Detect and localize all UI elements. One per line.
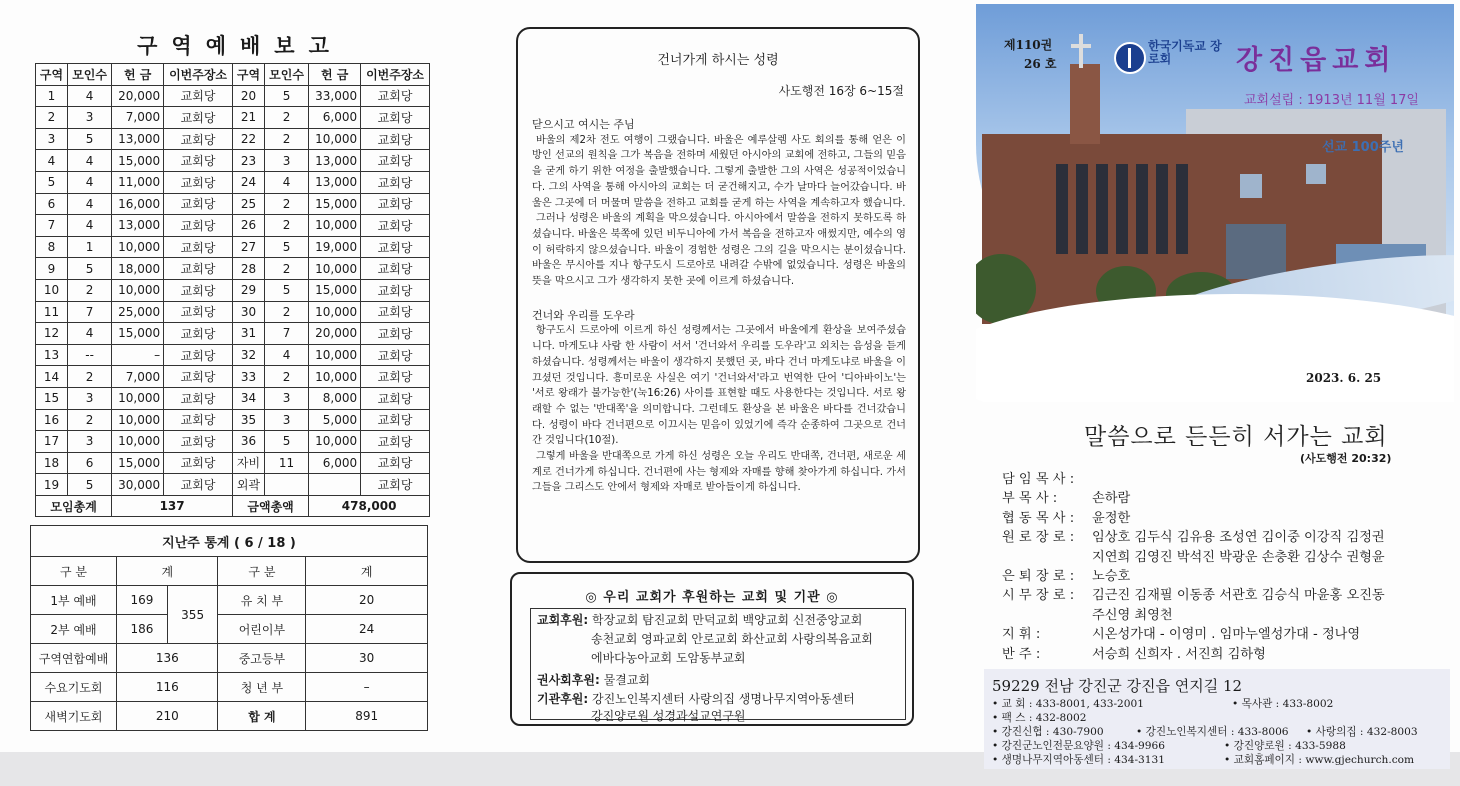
table-cell: 교회당 <box>361 301 430 323</box>
fax-number: • 팩 스 : 432-8002 <box>992 712 1087 724</box>
table-cell: 7,000 <box>112 366 164 388</box>
staff-role: 은 퇴 장 로 : <box>1002 568 1075 584</box>
table-cell: 교회당 <box>361 258 430 280</box>
church-motto: 말씀으로 든든히 서가는 교회 <box>1084 424 1388 450</box>
stat-label: 구역연합예배 <box>31 644 117 673</box>
table-cell: 3 <box>36 128 68 150</box>
table-cell: 19 <box>36 474 68 496</box>
stat-value: 186 <box>117 615 168 644</box>
table-cell: 교회당 <box>361 366 430 388</box>
table-cell: 4 <box>67 85 111 107</box>
table-cell: 교회당 <box>164 150 233 172</box>
stat-label: 유 치 부 <box>218 586 306 615</box>
table-cell: 7 <box>67 301 111 323</box>
established-date: 교회설립 : 1913년 11월 17일 <box>1244 93 1419 108</box>
table-cell: 2 <box>264 258 308 280</box>
staff-names: 김근진 김재필 이동종 서관호 김승식 마윤홍 오진동 <box>1092 588 1385 604</box>
table-cell: 18 <box>36 452 68 474</box>
table-cell: 2 <box>36 107 68 129</box>
table-cell: 3 <box>67 387 111 409</box>
table-cell: 5 <box>264 279 308 301</box>
table-cell: 13,000 <box>112 215 164 237</box>
col-header: 헌 금 <box>112 64 164 86</box>
stat-label: 수요기도회 <box>31 673 117 702</box>
table-cell: 4 <box>67 323 111 345</box>
table-cell: 5 <box>67 474 111 496</box>
table-cell: 교회당 <box>361 387 430 409</box>
stats-caption: 지난주 통계 ( 6 / 18 ) <box>31 526 428 557</box>
table-cell: 32 <box>232 344 264 366</box>
table-cell: 교회당 <box>361 279 430 301</box>
table-cell: 3 <box>264 409 308 431</box>
table-cell <box>309 474 361 496</box>
staff-names: 윤정한 <box>1092 510 1131 526</box>
table-cell: 10,000 <box>112 431 164 453</box>
table-cell: 2 <box>264 193 308 215</box>
table-cell: 교회당 <box>164 323 233 345</box>
table-cell: 36 <box>232 431 264 453</box>
table-cell: 교회당 <box>164 366 233 388</box>
district-report-title: 구역예배보고 <box>137 33 343 58</box>
support-label: 기관후원: <box>537 692 589 706</box>
table-cell: 33 <box>232 366 264 388</box>
table-cell: 15,000 <box>112 452 164 474</box>
table-cell: 10,000 <box>309 128 361 150</box>
issue-number: 26 호 <box>1024 57 1057 71</box>
table-cell: 5 <box>264 431 308 453</box>
phone-pastor: • 목사관 : 433-8002 <box>1232 698 1334 710</box>
table-cell: 7 <box>36 215 68 237</box>
table-cell: 7,000 <box>112 107 164 129</box>
table-cell: 교회당 <box>164 279 233 301</box>
table-cell: 15 <box>36 387 68 409</box>
table-row <box>36 452 430 474</box>
table-row <box>36 279 430 301</box>
table-cell: 10,000 <box>309 431 361 453</box>
table-cell: 1 <box>67 236 111 258</box>
church-address: 59229 전남 강진군 강진읍 연지길 12 <box>992 677 1243 695</box>
stat-value: 24 <box>306 615 428 644</box>
table-cell: 3 <box>67 431 111 453</box>
table-cell: 10,000 <box>309 301 361 323</box>
table-cell: 교회당 <box>164 193 233 215</box>
table-cell: 2 <box>67 366 111 388</box>
table-cell: 교회당 <box>361 409 430 431</box>
table-cell: 교회당 <box>361 107 430 129</box>
table-row <box>36 258 430 280</box>
col-header: 계 <box>306 557 428 586</box>
support-value: 물결교회 <box>603 673 650 687</box>
table-cell: 6 <box>67 452 111 474</box>
stat-label: 새벽기도회 <box>31 702 117 731</box>
table-row <box>36 474 430 496</box>
table-cell: 교회당 <box>361 171 430 193</box>
table-cell: 교회당 <box>361 236 430 258</box>
phone-elder-home: • 강진양로원 : 433-5988 <box>1224 740 1346 752</box>
contact-box <box>984 669 1450 769</box>
table-cell: 교회당 <box>361 215 430 237</box>
table-cell: 15,000 <box>309 279 361 301</box>
table-cell: 6 <box>36 193 68 215</box>
table-cell: 교회당 <box>164 128 233 150</box>
table-cell: 31 <box>232 323 264 345</box>
col-header: 구역 <box>232 64 264 86</box>
table-cell: 교회당 <box>361 474 430 496</box>
table-cell: 3 <box>264 387 308 409</box>
table-cell: 14 <box>36 366 68 388</box>
staff-role: 협 동 목 사 : <box>1002 510 1075 526</box>
staff-names: 임상호 김두식 김유용 조성연 김이중 이강직 김정권 <box>1092 530 1385 546</box>
staff-role: 시 무 장 로 : <box>1002 588 1075 604</box>
table-cell: 교회당 <box>164 85 233 107</box>
col-header: 구역 <box>36 64 68 86</box>
staff-names: 서승희 신희자 . 서진희 김하형 <box>1092 646 1266 662</box>
table-cell: 10 <box>36 279 68 301</box>
table-cell: 2 <box>264 215 308 237</box>
table-cell: 교회당 <box>361 150 430 172</box>
table-cell: 4 <box>67 171 111 193</box>
table-cell: 25,000 <box>112 301 164 323</box>
table-cell: 2 <box>67 279 111 301</box>
table-cell: 16,000 <box>112 193 164 215</box>
table-row <box>36 387 430 409</box>
table-cell: 10,000 <box>309 344 361 366</box>
table-cell: 교회당 <box>164 387 233 409</box>
table-cell: 교회당 <box>361 452 430 474</box>
stat-value: 116 <box>117 673 218 702</box>
col-header: 계 <box>117 557 218 586</box>
table-cell: 10,000 <box>309 215 361 237</box>
stat-value: – <box>306 673 428 702</box>
volume-label: 제110권 <box>1004 38 1053 52</box>
table-cell: 교회당 <box>361 193 430 215</box>
col-header: 이번주장소 <box>164 64 233 86</box>
table-header-row <box>36 64 430 86</box>
col-header: 이번주장소 <box>361 64 430 86</box>
table-cell: 22 <box>232 128 264 150</box>
table-cell: 4 <box>264 171 308 193</box>
support-value: 학장교회 탐진교회 만덕교회 백양교회 신전중앙교회 <box>592 613 863 627</box>
table-cell: 6,000 <box>309 107 361 129</box>
table-cell: 15,000 <box>309 193 361 215</box>
staff-names: 시온성가대 - 이영미 . 임마누엘성가대 - 정나영 <box>1092 627 1361 643</box>
bulletin-date: 2023. 6. 25 <box>1306 371 1382 385</box>
table-cell: 8 <box>36 236 68 258</box>
staff-role: 담 임 목 사 : <box>1002 472 1075 487</box>
table-row <box>36 409 430 431</box>
sermon-heading: 건너와 우리를 도우라 <box>532 308 635 322</box>
sermon-heading: 닫으시고 여시는 주님 <box>532 118 635 131</box>
table-cell: 13 <box>36 344 68 366</box>
table-cell: 교회당 <box>164 344 233 366</box>
col-header: 구 분 <box>31 557 117 586</box>
mission-sign: 선교 100주년 <box>1322 140 1404 155</box>
sum-value: 478,000 <box>309 495 430 517</box>
table-row <box>36 85 430 107</box>
table-cell: 20,000 <box>112 85 164 107</box>
staff-role: 원 로 장 로 : <box>1002 530 1075 546</box>
sermon-paragraph: 그렇게 바울을 반대쪽으로 가게 하신 성령은 오늘 우리도 반대쪽, 건너편, 새로운 세계로 건너가게 하십니다. 건너편에 사는 형제와 자매를 향해 찾아가게 하십니다. 가서 그들을 그리스도 안에서 형제와 자매로 받아들이게 하십니다. <box>532 451 906 494</box>
total-count: 137 <box>112 495 233 517</box>
table-cell <box>264 474 308 496</box>
staff-names: 지연희 김영진 박석진 박광운 손충환 김상수 권형윤 <box>1092 549 1385 565</box>
stat-label: 청 년 부 <box>218 673 306 702</box>
table-cell: 21 <box>232 107 264 129</box>
table-cell: 교회당 <box>164 431 233 453</box>
stat-label: 2부 예배 <box>31 615 117 644</box>
table-cell: 5 <box>264 236 308 258</box>
table-cell: 1 <box>36 85 68 107</box>
total-row <box>36 495 430 517</box>
table-row <box>36 236 430 258</box>
weekly-stats-table <box>30 525 428 731</box>
table-cell: 교회당 <box>361 431 430 453</box>
table-cell: 9 <box>36 258 68 280</box>
col-header: 모인수 <box>67 64 111 86</box>
stat-value: 30 <box>306 644 428 673</box>
table-cell: 33,000 <box>309 85 361 107</box>
stat-value: 169 <box>117 586 168 615</box>
table-cell: 3 <box>264 150 308 172</box>
table-cell: 13,000 <box>309 171 361 193</box>
table-cell: 7 <box>264 323 308 345</box>
stat-value: 210 <box>117 702 218 731</box>
table-row <box>36 215 430 237</box>
church-name: 강진읍교회 <box>1236 45 1397 76</box>
table-cell: 11 <box>36 301 68 323</box>
table-row <box>36 150 430 172</box>
table-cell: 교회당 <box>361 323 430 345</box>
phone-child-center: • 생명나무지역아동센터 : 434-3131 <box>992 754 1166 766</box>
denomination: 한국기독교 장로회 <box>1148 39 1222 66</box>
table-cell: – <box>112 344 164 366</box>
sermon-box <box>516 27 920 563</box>
table-cell: 교회당 <box>164 409 233 431</box>
table-cell: 외곽 <box>232 474 264 496</box>
table-cell: 교회당 <box>164 258 233 280</box>
table-cell: 교회당 <box>361 85 430 107</box>
table-cell: 교회당 <box>164 107 233 129</box>
table-cell: 10,000 <box>309 366 361 388</box>
sermon-paragraph: 바울의 제2차 전도 여행이 그랬습니다. 바울은 예루살렘 사도 회의를 통해 얻은 이방인 선교의 원칙을 그가 복음을 전하며 세웠던 아시아의 교회에 전하고, 그들의 믿음을 굳게 하기 위한 여정을 출발했습니다. 그렇게 출발한 그의 사역은 성공적이었습니다. 그의 사역을 통해 아시아의 교회는 더 굳건해지고, 수가 날마다 늘어갔습니다. 바울은 그곳에 더 머물며 말씀을 전하고 교회를 굳게 하는 사역을 계속하고자 했습니다. <box>532 134 906 209</box>
table-cell: 35 <box>232 409 264 431</box>
table-row <box>36 344 430 366</box>
support-label: 교회후원: <box>537 613 589 627</box>
table-row <box>36 128 430 150</box>
stat-label: 합 계 <box>218 702 306 731</box>
support-value: 에바다농아교회 도암동부교회 <box>591 651 746 665</box>
table-cell: 교회당 <box>164 474 233 496</box>
sermon-paragraph: 항구도시 드로아에 이르게 하신 성령께서는 그곳에서 바울에게 환상을 보여주셨습니다. 마게도냐 사람 한 사람이 서서 '건너와서 우리를 도우라'고 외치는 음성을 듣게 하셨습니다. 성령께서는 바울이 생각하지 못했던 곳, 바다 건너 마게도냐로 바울을 이끄셨던 것입니다. 흥미로운 사실은 여기 '건너와서'라고 번역한 단어 '디아바이노'는 '서로 왕래가 불가능한'(눅16:26) 사이를 표현할 때도 사용한다는 것입니다. 서로 왕래할 수 없는 '반대쪽'을 의미합니다. 그런데도 환상을 본 바울은 바다를 건너갔습니다. 성령이 바다 건너편으로 이끄시는 믿음이 있었기에 즉각 순종하여 그곳으로 건너간 것입니다(10절). <box>532 325 906 447</box>
support-value: 송천교회 영파교회 안로교회 화산교회 사랑의복음교회 <box>591 632 873 646</box>
table-row <box>36 107 430 129</box>
table-cell: 15,000 <box>112 150 164 172</box>
support-list <box>530 608 906 723</box>
table-cell: 2 <box>67 409 111 431</box>
table-row <box>36 431 430 453</box>
table-cell: 10,000 <box>112 279 164 301</box>
table-cell: 교회당 <box>164 171 233 193</box>
table-cell: 30,000 <box>112 474 164 496</box>
table-cell: 4 <box>264 344 308 366</box>
table-cell: 16 <box>36 409 68 431</box>
table-cell: 5 <box>36 171 68 193</box>
sermon-paragraph: 그러나 성령은 바울의 계획을 막으셨습니다. 아시아에서 말씀을 전하지 못하도록 하셨습니다. 바울은 북쪽에 있던 비두니아에 가서 복음을 전하고자 애썼지만, 예수의 영이 허락하지 않으셨습니다. 바울이 경험한 성령은 그의 길을 막으시는 분이셨습니다. 바울은 무시아를 지나 항구도시 드로아로 내려갈 수밖에 없었습니다. 성령은 바울의 뜻을 막으시고 그가 생각하지 못한 곳에 이르게 하셨습니다. <box>532 213 906 288</box>
table-cell: -- <box>67 344 111 366</box>
stat-label: 1부 예배 <box>31 586 117 615</box>
stat-label: 어린이부 <box>218 615 306 644</box>
homepage-link[interactable]: • 교회홈페이지 : www.gjechurch.com <box>1224 754 1415 766</box>
table-cell: 2 <box>264 128 308 150</box>
stat-value: 20 <box>306 586 428 615</box>
table-row <box>36 171 430 193</box>
table-cell: 교회당 <box>164 452 233 474</box>
table-row <box>36 366 430 388</box>
phone-credit-union: • 강진신협 : 430-7900 <box>992 726 1104 738</box>
table-cell: 34 <box>232 387 264 409</box>
phone-love-house: • 사랑의집 : 432-8003 <box>1306 726 1418 738</box>
support-box <box>510 572 914 726</box>
table-cell: 5 <box>264 85 308 107</box>
stat-sum: 355 <box>167 586 218 644</box>
table-cell: 18,000 <box>112 258 164 280</box>
staff-role: 지 휘 : <box>1002 627 1041 643</box>
table-cell: 17 <box>36 431 68 453</box>
table-cell: 8,000 <box>309 387 361 409</box>
table-cell: 4 <box>67 215 111 237</box>
table-cell: 11,000 <box>112 171 164 193</box>
table-cell: 5 <box>67 128 111 150</box>
col-header: 모인수 <box>264 64 308 86</box>
table-row <box>36 323 430 345</box>
table-cell: 10,000 <box>112 236 164 258</box>
phone-welfare: • 강진노인복지센터 : 433-8006 <box>1136 726 1289 738</box>
support-value: 강진양로원 성경과설교연구원 <box>591 709 746 723</box>
col-header: 헌 금 <box>309 64 361 86</box>
staff-names: 손하람 <box>1092 491 1131 507</box>
table-cell: 13,000 <box>112 128 164 150</box>
sermon-reference: 사도행전 16장 6~15절 <box>778 84 904 98</box>
table-cell: 2 <box>264 301 308 323</box>
table-cell: 교회당 <box>164 301 233 323</box>
district-report-table <box>35 63 430 517</box>
table-cell: 25 <box>232 193 264 215</box>
stat-label: 중고등부 <box>218 644 306 673</box>
table-cell: 20 <box>232 85 264 107</box>
table-cell: 10,000 <box>112 409 164 431</box>
table-cell: 29 <box>232 279 264 301</box>
staff-role: 부 목 사 : <box>1002 491 1058 507</box>
table-cell: 20,000 <box>309 323 361 345</box>
table-cell: 13,000 <box>309 150 361 172</box>
staff-role: 반 주 : <box>1002 646 1041 662</box>
table-cell: 6,000 <box>309 452 361 474</box>
table-cell: 4 <box>67 150 111 172</box>
table-cell: 4 <box>67 193 111 215</box>
support-value: 강진노인복지센터 사랑의집 생명나무지역아동센터 <box>592 692 855 706</box>
stat-value: 891 <box>306 702 428 731</box>
church-logo-icon <box>1114 42 1146 74</box>
table-cell: 자비 <box>232 452 264 474</box>
table-cell: 교회당 <box>164 215 233 237</box>
table-row <box>36 301 430 323</box>
table-cell: 11 <box>264 452 308 474</box>
table-cell: 교회당 <box>361 128 430 150</box>
district-rows <box>36 85 430 495</box>
phone-nursing: • 강진군노인전문요양원 : 434-9966 <box>992 740 1166 752</box>
table-cell: 10,000 <box>309 258 361 280</box>
table-row <box>36 193 430 215</box>
cross-icon <box>1079 34 1083 68</box>
phone-church: • 교 회 : 433-8001, 433-2001 <box>992 698 1145 710</box>
table-cell: 2 <box>264 107 308 129</box>
table-cell: 23 <box>232 150 264 172</box>
sermon-body <box>532 115 906 496</box>
col-header: 구 분 <box>218 557 306 586</box>
table-cell: 10,000 <box>112 387 164 409</box>
table-cell: 28 <box>232 258 264 280</box>
table-cell: 5,000 <box>309 409 361 431</box>
table-cell: 24 <box>232 171 264 193</box>
staff-names: 주신영 최영천 <box>1092 607 1173 623</box>
table-cell: 27 <box>232 236 264 258</box>
table-cell: 교회당 <box>164 236 233 258</box>
table-cell: 3 <box>67 107 111 129</box>
table-cell: 26 <box>232 215 264 237</box>
motto-reference: (사도행전 20:32) <box>1300 452 1392 465</box>
table-cell: 19,000 <box>309 236 361 258</box>
table-cell: 4 <box>36 150 68 172</box>
table-cell: 교회당 <box>361 344 430 366</box>
staff-names: 노승호 <box>1092 568 1131 584</box>
support-title: ◎ 우리 교회가 후원하는 교회 및 기관 ◎ <box>585 590 839 605</box>
stat-value: 136 <box>117 644 218 673</box>
support-label: 권사회후원: <box>537 673 600 687</box>
sermon-title: 건너가게 하시는 성령 <box>657 53 779 68</box>
table-cell: 30 <box>232 301 264 323</box>
table-cell: 15,000 <box>112 323 164 345</box>
table-cell: 2 <box>264 366 308 388</box>
total-label: 모임총계 <box>36 495 112 517</box>
table-cell: 5 <box>67 258 111 280</box>
table-cell: 12 <box>36 323 68 345</box>
sum-label: 금액총액 <box>232 495 308 517</box>
